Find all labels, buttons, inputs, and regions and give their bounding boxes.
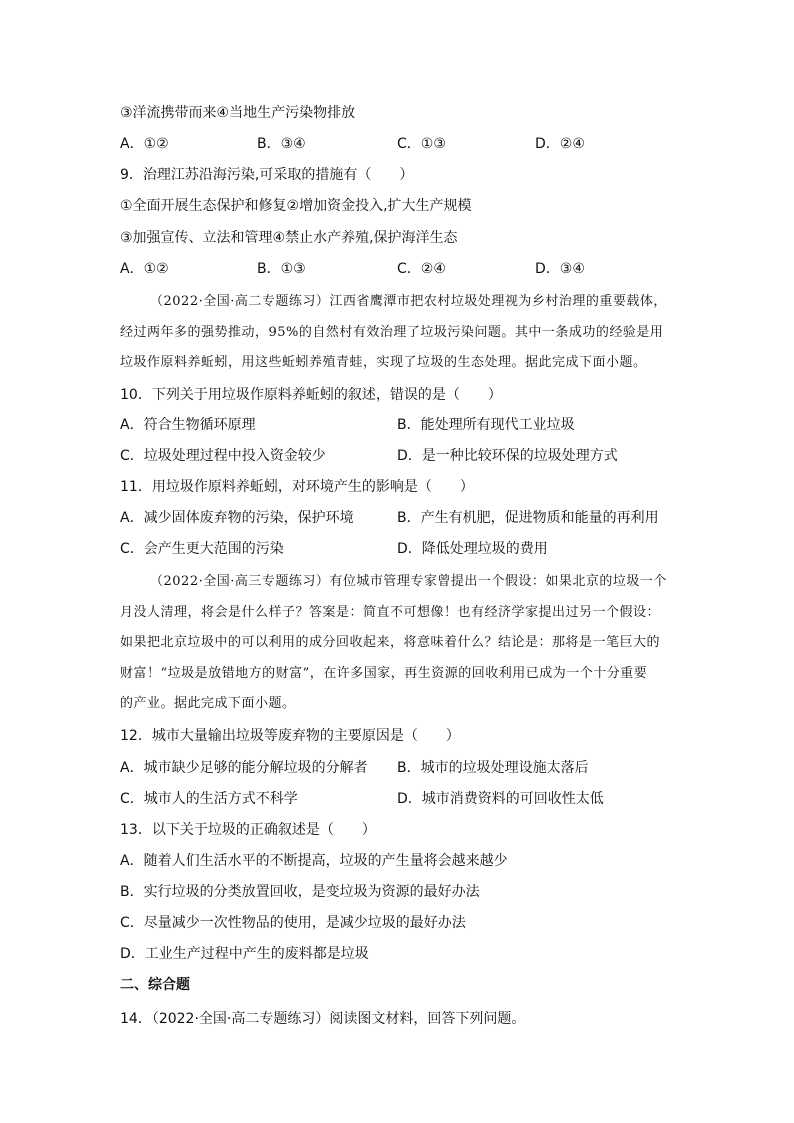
section-heading: 二、综合题 xyxy=(120,977,190,993)
q11-option-b: B．产生有机肥，促进物质和能量的再利用 xyxy=(397,510,659,526)
q11-option-d: D．降低处理垃圾的费用 xyxy=(397,541,548,557)
q9-stem: 9．治理江苏沿海污染,可采取的措施有（ ） xyxy=(120,167,414,183)
q10-option-c: C．垃圾处理过程中投入资金较少 xyxy=(120,448,326,464)
q13-option-a: A．随着人们生活水平的不断提高，垃圾的产生量将会越来越少 xyxy=(120,853,508,869)
q11-stem: 11．用垃圾作原料养蚯蚓，对环境产生的影响是（ ） xyxy=(120,479,474,495)
q8-option-d: D．②④ xyxy=(535,136,585,152)
q10-option-d: D．是一种比较环保的垃圾处理方式 xyxy=(397,448,618,464)
q13-option-d: D．工业生产过程中产生的废料都是垃圾 xyxy=(120,946,369,962)
q9-statement-2: ③加强宣传、立法和管理④禁止水产养殖,保护海洋生态 xyxy=(120,230,458,246)
q12-option-a: A．城市缺少足够的能分解垃圾的分解者 xyxy=(120,760,368,776)
q10-stem: 10．下列关于用垃圾作原料养蚯蚓的叙述，错误的是（ ） xyxy=(120,387,502,403)
material-2-line: （2022·全国·高三专题练习）有位城市管理专家曾提出一个假设：如果北京的垃圾一个 xyxy=(150,574,667,589)
q9-statement-1: ①全面开展生态保护和修复②增加资金投入,扩大生产规模 xyxy=(120,198,472,214)
q13-stem: 13．以下关于垃圾的正确叙述是（ ） xyxy=(120,822,376,838)
q8-option-line: ③洋流携带而来④当地生产污染物排放 xyxy=(120,105,356,121)
q8-option-b: B．③④ xyxy=(257,136,306,152)
q13-option-c: C．尽量减少一次性物品的使用，是减少垃圾的最好办法 xyxy=(120,915,466,931)
q8-option-a: A．①② xyxy=(120,136,169,152)
q12-option-b: B．城市的垃圾处理设施太落后 xyxy=(397,760,589,776)
q10-option-a: A．符合生物循环原理 xyxy=(120,417,256,433)
q12-option-c: C．城市人的生活方式不科学 xyxy=(120,791,298,807)
q9-option-d: D．③④ xyxy=(535,261,585,277)
material-2-line: 财富！“垃圾是放错地方的财富”，在许多国家，再生资源的回收利用已成为一个十分重要 xyxy=(120,666,648,681)
q12-stem: 12．城市大量输出垃圾等废弃物的主要原因是（ ） xyxy=(120,728,460,744)
material-1-line: （2022·全国·高二专题练习）江西省鹰潭市把农村垃圾处理视为乡村治理的重要载体， xyxy=(150,294,667,309)
q9-option-c: C．②④ xyxy=(397,261,446,277)
q11-option-a: A．减少固体废弃物的污染，保护环境 xyxy=(120,510,354,526)
q12-option-d: D．城市消费资料的可回收性太低 xyxy=(397,791,604,807)
q9-option-b: B．①③ xyxy=(257,261,306,277)
material-2-line: 如果把北京垃圾中的可以利用的成分回收起来，将意味着什么？结论是：那将是一笔巨大的 xyxy=(120,635,661,650)
material-2-line: 的产业。据此完成下面小题。 xyxy=(120,696,296,711)
q11-option-c: C．会产生更大范围的污染 xyxy=(120,541,284,557)
q9-option-a: A．①② xyxy=(120,261,169,277)
q13-option-b: B．实行垃圾的分类放置回收，是变垃圾为资源的最好办法 xyxy=(120,884,480,900)
material-1-line: 经过两年多的强势推动，95%的自然村有效治理了垃圾污染问题。其中一条成功的经验是用 xyxy=(120,325,664,340)
material-2-line: 月没人清理，将会是什么样子？答案是：简直不可想像！也有经济学家提出过另一个假设： xyxy=(120,605,661,620)
q10-option-b: B．能处理所有现代工业垃圾 xyxy=(397,417,575,433)
q8-option-c: C．①③ xyxy=(397,136,446,152)
material-1-line: 垃圾作原料养蚯蚓，用这些蚯蚓养殖青蛙，实现了垃圾的生态处理。据此完成下面小题。 xyxy=(120,355,647,370)
q14-stem: 14．（2022·全国·高二专题练习）阅读图文材料，回答下列问题。 xyxy=(120,1011,526,1027)
